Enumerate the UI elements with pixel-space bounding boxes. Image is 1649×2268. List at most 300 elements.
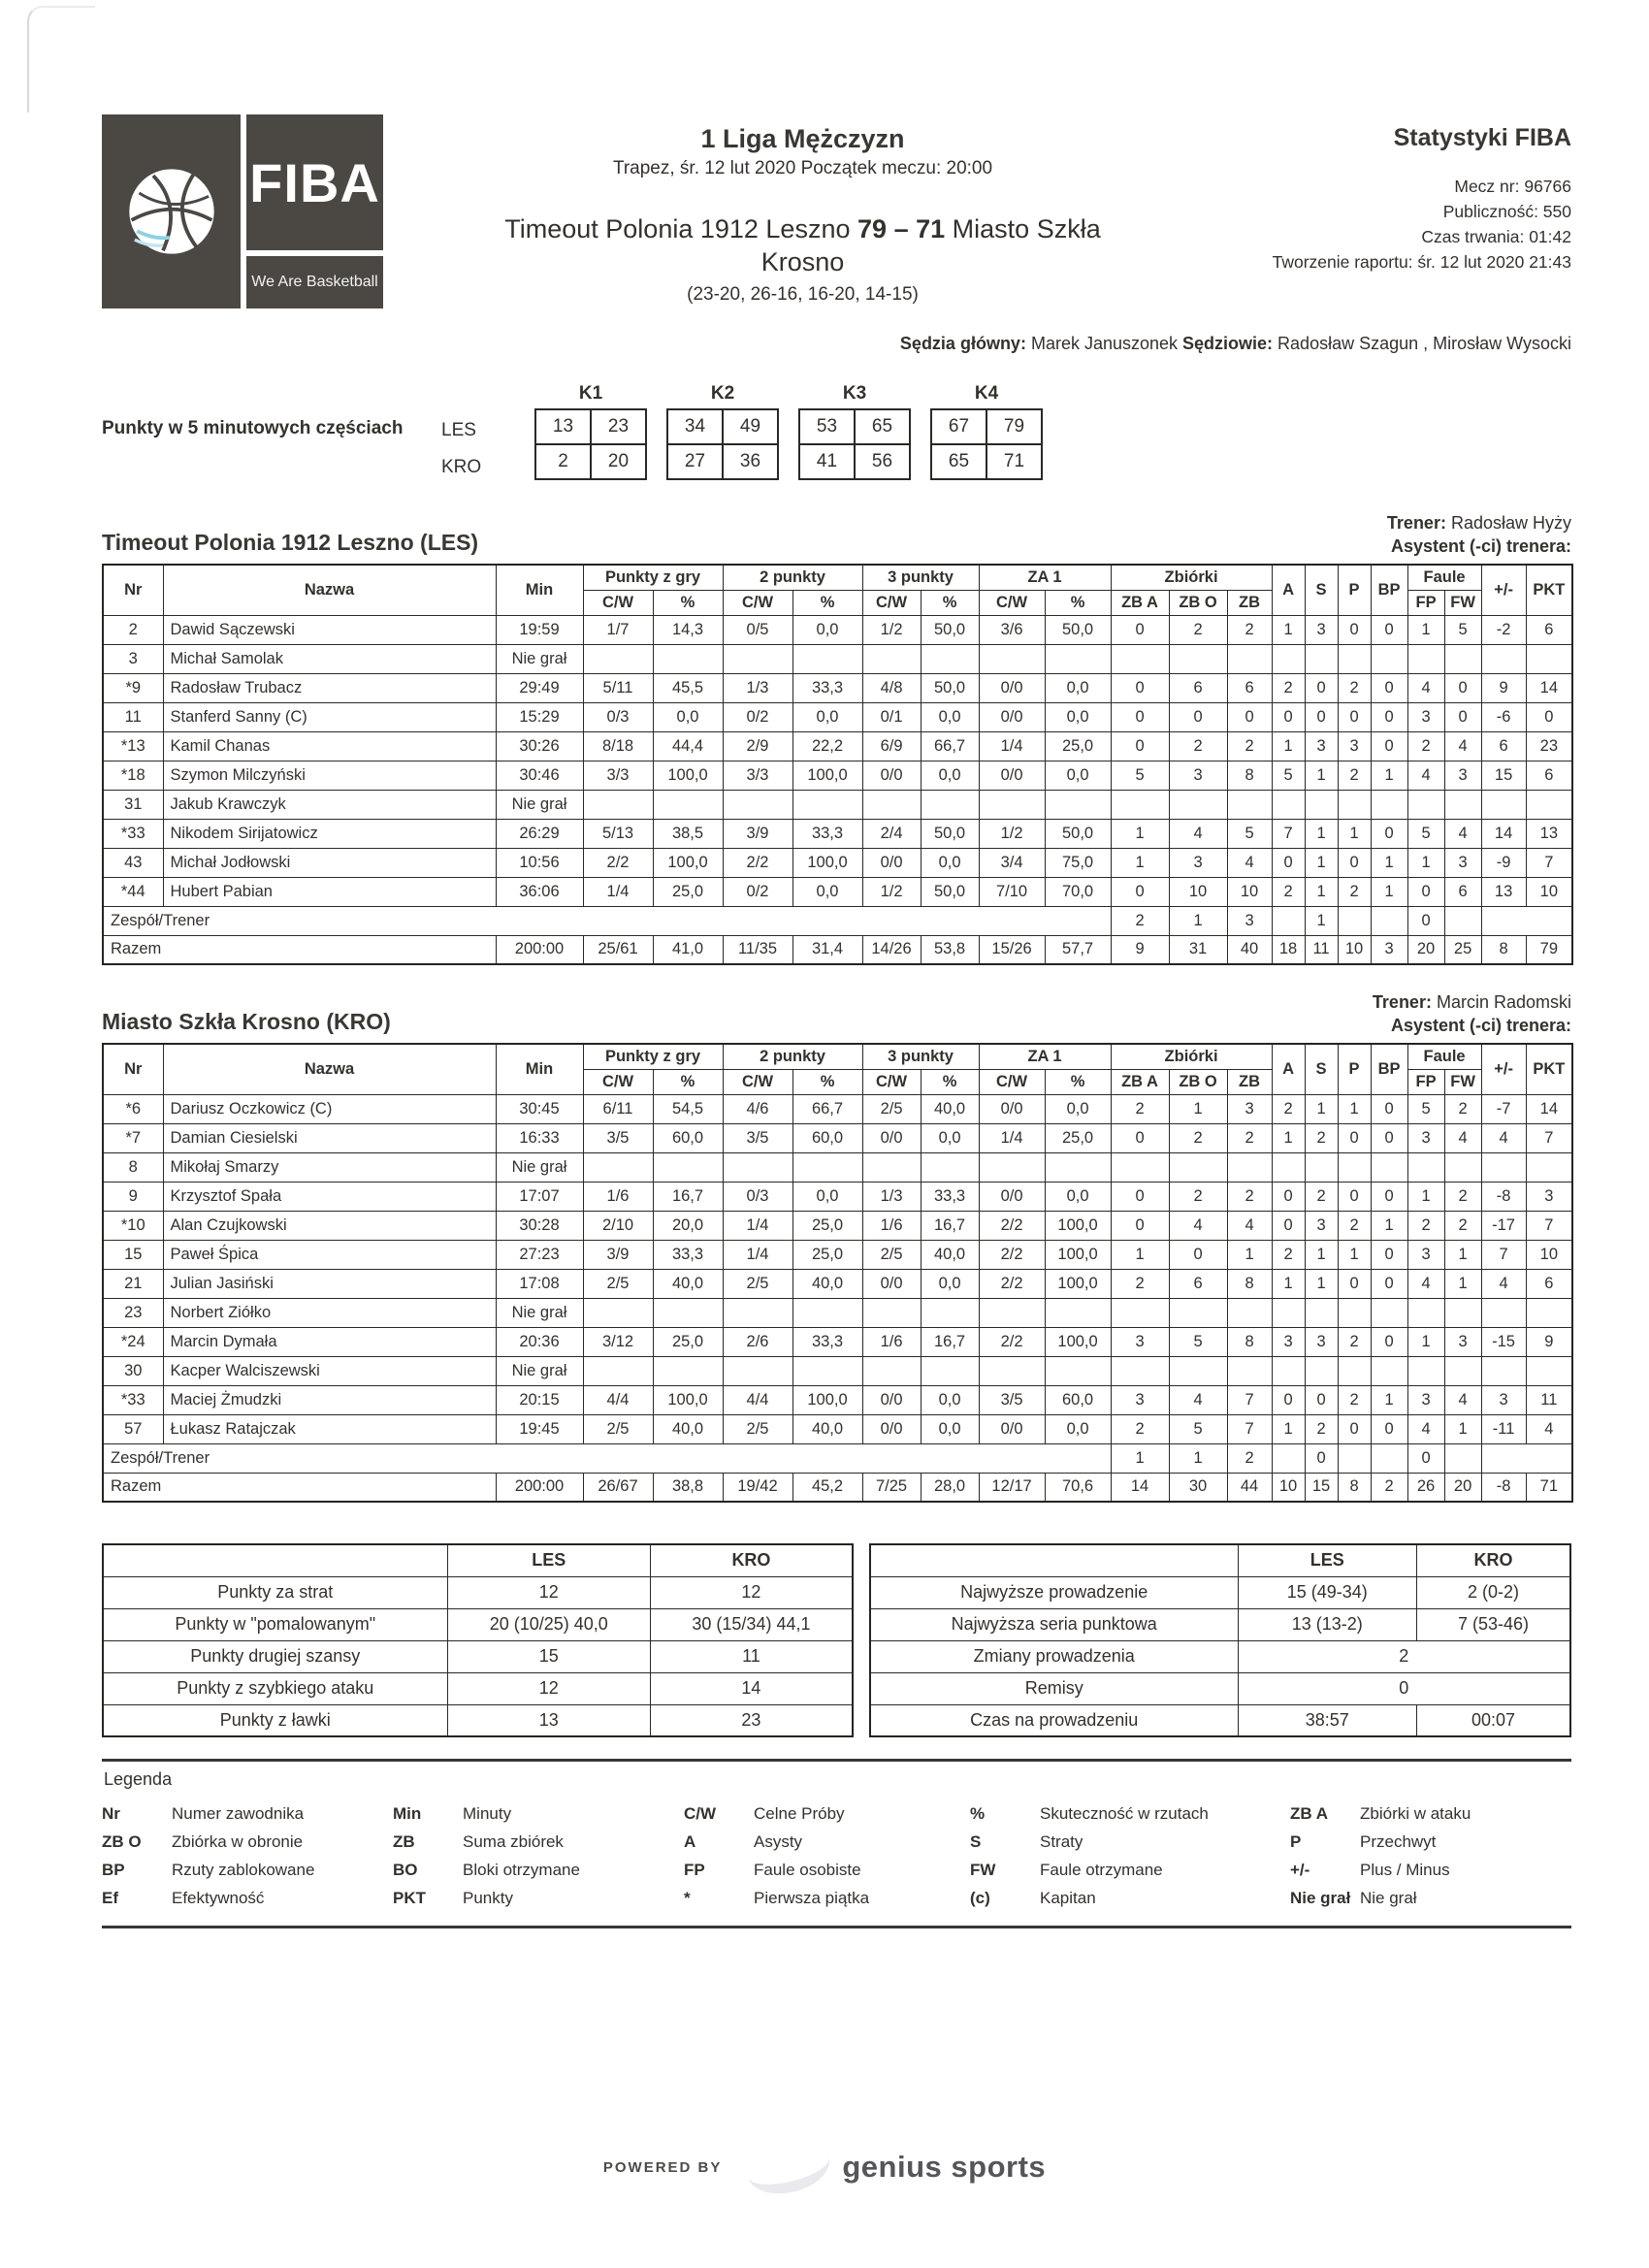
stat-cell — [723, 790, 792, 819]
stat-cell — [1481, 1443, 1572, 1473]
stat-cell: 1 — [1407, 1182, 1444, 1211]
stat-cell: 79 — [1526, 935, 1572, 964]
quarter-box — [534, 383, 647, 480]
stat-cell: 3/4 — [979, 848, 1045, 877]
stat-cell: 3 — [1272, 1327, 1305, 1356]
col-3p-cw: C/W — [862, 590, 921, 615]
legend-item — [970, 1799, 1290, 1828]
col-name: Nazwa — [163, 1044, 496, 1094]
col-fg-pct: % — [653, 1069, 723, 1094]
stat-cell — [1305, 1152, 1338, 1182]
player-row — [103, 1240, 1572, 1269]
stat-cell: 22,2 — [792, 731, 862, 761]
stat-cell: 2/2 — [979, 1240, 1045, 1269]
legend-item — [970, 1856, 1290, 1884]
fiba-logo — [102, 114, 383, 308]
stat-cell: 75,0 — [1045, 848, 1111, 877]
stat-cell: 0/0 — [979, 1182, 1045, 1211]
stat-cell: 30:45 — [496, 1094, 583, 1123]
stat-cell — [1338, 644, 1371, 673]
player-name: Jakub Krawczyk — [163, 790, 496, 819]
assistant-line: Asystent (-ci) trenera: — [1390, 536, 1571, 556]
player-name: Michał Jodłowski — [163, 848, 496, 877]
player-number: 15 — [103, 1240, 163, 1269]
stat-cell: 40,0 — [653, 1414, 723, 1443]
quarter-score-cell: 56 — [855, 444, 910, 479]
stat-cell — [1444, 1443, 1481, 1473]
stat-cell: 1 — [1305, 848, 1338, 877]
legend-item — [684, 1884, 970, 1912]
genius-sports-swoosh-icon — [742, 2132, 835, 2201]
stat-cell: 0,0 — [1045, 761, 1111, 790]
stat-cell: 2/2 — [979, 1269, 1045, 1298]
stat-cell: 2 — [1338, 1211, 1371, 1240]
summary-row — [870, 1608, 1570, 1640]
legend-item — [970, 1828, 1290, 1856]
player-number: 30 — [103, 1356, 163, 1385]
summary-les-header: LES — [447, 1544, 650, 1576]
stat-cell: 8 — [1227, 761, 1272, 790]
stat-cell: 0 — [1111, 1182, 1169, 1211]
stat-cell — [1169, 1298, 1227, 1327]
stat-cell — [1444, 1298, 1481, 1327]
quarter-team-labels — [441, 383, 534, 486]
stat-cell: 16,7 — [921, 1327, 979, 1356]
stat-cell: 1 — [1371, 761, 1407, 790]
stat-cell — [1045, 790, 1111, 819]
col-fg: Punkty z gry — [583, 1044, 723, 1069]
quarter-box — [930, 383, 1043, 480]
stat-cell: 2/5 — [862, 1094, 921, 1123]
stat-cell: 0,0 — [921, 1385, 979, 1414]
stat-cell — [921, 1298, 979, 1327]
stat-cell: 13 — [1481, 877, 1526, 906]
summary-table-left — [102, 1543, 854, 1737]
quarter-score-cell: 41 — [799, 444, 855, 479]
stat-cell: 1/6 — [862, 1327, 921, 1356]
stat-cell: 15 — [1305, 1473, 1338, 1502]
player-number: *10 — [103, 1211, 163, 1240]
stat-cell — [1407, 1356, 1444, 1385]
stat-cell — [1338, 1356, 1371, 1385]
stat-cell: 6 — [1481, 731, 1526, 761]
stat-cell: 2 — [1338, 673, 1371, 702]
summary-label: Czas na prowadzeniu — [870, 1704, 1238, 1736]
stat-cell: 100,0 — [1045, 1269, 1111, 1298]
stat-cell: 2/2 — [723, 848, 792, 877]
stat-cell — [1371, 1443, 1407, 1473]
fiba-wordmark: FIBA — [246, 114, 383, 250]
stat-cell — [1111, 1356, 1169, 1385]
stat-cell — [583, 790, 653, 819]
quarter-score-cell: 53 — [799, 409, 855, 444]
stat-cell: 1 — [1407, 848, 1444, 877]
quarter-score-cell: 13 — [535, 409, 591, 444]
player-number: 57 — [103, 1414, 163, 1443]
stat-cell: 3/9 — [583, 1240, 653, 1269]
quarter-score-cell: 34 — [667, 409, 723, 444]
stat-cell — [1305, 1298, 1338, 1327]
stat-cell: 1/4 — [979, 731, 1045, 761]
legend-desc: Faule otrzymane — [1040, 1861, 1163, 1879]
stat-cell: 0 — [1371, 1269, 1407, 1298]
stat-cell: 1 — [1111, 848, 1169, 877]
legend-term: Nie grał — [1290, 1889, 1351, 1907]
col-blocked: BP — [1371, 1044, 1407, 1094]
stat-cell: 1 — [1227, 1240, 1272, 1269]
stat-cell: 28,0 — [921, 1473, 979, 1502]
legend-desc: Przechwyt — [1360, 1832, 1437, 1851]
stat-cell: -11 — [1481, 1414, 1526, 1443]
legend-desc: Asysty — [754, 1832, 803, 1851]
stat-cell: 4 — [1407, 1269, 1444, 1298]
stat-cell: -8 — [1481, 1473, 1526, 1502]
stat-cell — [653, 790, 723, 819]
stat-cell: 0 — [1111, 615, 1169, 644]
stat-cell: 26:29 — [496, 819, 583, 848]
genius-sports-logo: genius sports — [842, 2150, 1047, 2184]
stat-cell: 66,7 — [792, 1094, 862, 1123]
col-rebounds: Zbiórki — [1111, 1044, 1272, 1069]
stat-cell: 6 — [1444, 877, 1481, 906]
stat-cell: 25,0 — [792, 1211, 862, 1240]
stat-cell: 0,0 — [792, 1182, 862, 1211]
stat-cell: 25,0 — [653, 877, 723, 906]
player-number: *24 — [103, 1327, 163, 1356]
stat-cell — [1272, 1356, 1305, 1385]
legend-term: * — [684, 1889, 691, 1907]
quarter-boxes — [534, 383, 1043, 480]
player-row — [103, 644, 1572, 673]
quarter-score-cell: 49 — [723, 409, 778, 444]
stat-cell: 7 — [1481, 1240, 1526, 1269]
coach-label: Trener: — [1386, 513, 1446, 533]
stat-cell — [1526, 1152, 1572, 1182]
totals-row — [103, 935, 1572, 964]
player-number: 23 — [103, 1298, 163, 1327]
legend-desc: Nie grał — [1360, 1889, 1417, 1907]
legend-item — [684, 1828, 970, 1856]
stat-cell — [862, 1356, 921, 1385]
stat-cell: 20:15 — [496, 1385, 583, 1414]
col-zba: ZB A — [1111, 590, 1169, 615]
stat-cell — [1481, 1356, 1526, 1385]
stat-cell: 3 — [1111, 1327, 1169, 1356]
stat-cell: 2 — [1338, 877, 1371, 906]
stat-cell: 2 — [1111, 1414, 1169, 1443]
stat-cell: 16,7 — [653, 1182, 723, 1211]
stat-cell — [1407, 644, 1444, 673]
stat-cell — [723, 1298, 792, 1327]
stat-cell: Nie grał — [496, 644, 583, 673]
stat-cell: 5 — [1111, 761, 1169, 790]
summary-row — [103, 1608, 853, 1640]
stat-cell: 6 — [1169, 1269, 1227, 1298]
col-2p-pct: % — [792, 590, 862, 615]
stat-cell: 1 — [1338, 1094, 1371, 1123]
stat-cell: 14 — [1481, 819, 1526, 848]
player-name: Damian Ciesielski — [163, 1123, 496, 1152]
stat-cell: 2 — [1407, 1211, 1444, 1240]
quarter-period-label: K3 — [842, 383, 867, 404]
powered-by-label: POWERED BY — [602, 2158, 723, 2176]
player-number: 21 — [103, 1269, 163, 1298]
stat-cell: 8 — [1338, 1473, 1371, 1502]
stat-cell: 9 — [1526, 1327, 1572, 1356]
stat-cell: 30:26 — [496, 731, 583, 761]
stat-cell — [1272, 906, 1305, 935]
player-number: *33 — [103, 1385, 163, 1414]
stat-cell: 20 — [1444, 1473, 1481, 1502]
stat-cell: 1 — [1338, 819, 1371, 848]
legend-term: Ef — [102, 1889, 118, 1907]
summary-label: Najwyższa seria punktowa — [870, 1608, 1238, 1640]
col-zb: ZB — [1227, 1069, 1272, 1094]
stat-cell: 2 — [1407, 731, 1444, 761]
col-fg-cw: C/W — [583, 1069, 653, 1094]
col-2p-cw: C/W — [723, 1069, 792, 1094]
legend-desc: Kapitan — [1040, 1889, 1096, 1907]
stat-cell: 3 — [1371, 935, 1407, 964]
player-number: *6 — [103, 1094, 163, 1123]
stat-cell — [723, 1152, 792, 1182]
quarter-score-cell: 20 — [591, 444, 646, 479]
stat-cell: 0/0 — [862, 1414, 921, 1443]
legend-item — [1290, 1884, 1571, 1912]
player-name: Marcin Dymała — [163, 1327, 496, 1356]
col-2p-pct: % — [792, 1069, 862, 1094]
stat-cell: 10 — [1338, 935, 1371, 964]
legend-desc: Numer zawodnika — [172, 1804, 305, 1823]
stat-cell: 1 — [1272, 731, 1305, 761]
player-row — [103, 1269, 1572, 1298]
stat-cell: 17:08 — [496, 1269, 583, 1298]
stat-cell: 1 — [1371, 877, 1407, 906]
player-name: Krzysztof Spała — [163, 1182, 496, 1211]
box-score-table-home — [102, 564, 1573, 965]
stat-cell: 66,7 — [921, 731, 979, 761]
stat-cell: -8 — [1481, 1182, 1526, 1211]
legend-item — [102, 1884, 393, 1912]
quarter-period-label: K2 — [710, 383, 735, 404]
stat-cell: 4/4 — [583, 1385, 653, 1414]
legend-desc: Celne Próby — [754, 1804, 845, 1823]
stat-cell: 0 — [1272, 848, 1305, 877]
stat-cell: 1 — [1305, 761, 1338, 790]
stat-cell: 2/10 — [583, 1211, 653, 1240]
stat-cell: 2 — [1227, 1123, 1272, 1152]
summary-value-kro: 11 — [650, 1640, 852, 1672]
legend-column — [684, 1799, 970, 1912]
col-fg-cw: C/W — [583, 590, 653, 615]
stat-cell: 100,0 — [653, 848, 723, 877]
stat-cell: 25,0 — [653, 1327, 723, 1356]
stat-cell — [583, 1152, 653, 1182]
legend-grid — [102, 1799, 1571, 1912]
assistant-line: Asystent (-ci) trenera: — [1390, 1016, 1571, 1035]
col-fouls: Faule — [1407, 1044, 1481, 1069]
col-min: Min — [496, 1044, 583, 1094]
stat-cell: 60,0 — [1045, 1385, 1111, 1414]
col-ft-cw: C/W — [979, 1069, 1045, 1094]
quarter-score-cell: 65 — [855, 409, 910, 444]
stat-cell: 4 — [1444, 731, 1481, 761]
legend-term: FW — [970, 1861, 996, 1879]
row-label: Razem — [103, 1473, 496, 1502]
report-title: Statystyki FIBA — [1393, 124, 1571, 151]
stat-cell: 3 — [1444, 848, 1481, 877]
stat-cell: 2 — [1338, 1327, 1371, 1356]
stat-cell: 2 — [1272, 673, 1305, 702]
stat-cell — [1305, 1356, 1338, 1385]
stat-cell — [1227, 1152, 1272, 1182]
stat-cell — [921, 1152, 979, 1182]
col-rebounds: Zbiórki — [1111, 565, 1272, 590]
summary-row — [103, 1672, 853, 1704]
team-bench-row — [103, 1443, 1572, 1473]
stat-cell: 1/4 — [979, 1123, 1045, 1152]
stat-cell — [723, 644, 792, 673]
legend-column — [1290, 1799, 1571, 1912]
summary-label: Punkty za strat — [103, 1576, 447, 1608]
stat-cell — [1526, 1298, 1572, 1327]
legend-desc: Minuty — [463, 1804, 512, 1823]
legend-desc: Zbiórki w ataku — [1360, 1804, 1471, 1823]
stat-cell: 54,5 — [653, 1094, 723, 1123]
stat-cell: 11 — [1305, 935, 1338, 964]
legend-term: BP — [102, 1861, 125, 1879]
stat-cell: 0 — [1338, 1269, 1371, 1298]
stat-cell: 4/4 — [723, 1385, 792, 1414]
stat-cell: 70,0 — [1045, 877, 1111, 906]
player-number: 3 — [103, 644, 163, 673]
quarter-score-table — [666, 408, 779, 480]
summary-value-les: 20 (10/25) 40,0 — [447, 1608, 650, 1640]
stat-cell: 0 — [1111, 673, 1169, 702]
stat-cell — [653, 644, 723, 673]
stat-cell: 3 — [1338, 731, 1371, 761]
legend-term: ZB O — [102, 1832, 142, 1851]
stat-cell: 31,4 — [792, 935, 862, 964]
stat-cell: 3 — [1407, 1123, 1444, 1152]
legend-term: FP — [684, 1861, 705, 1879]
stat-cell: 15 — [1481, 761, 1526, 790]
stat-cell: 1 — [1305, 1240, 1338, 1269]
stat-cell: 3 — [1444, 761, 1481, 790]
attendance: Publiczność: 550 — [1442, 202, 1571, 221]
stat-cell — [862, 1298, 921, 1327]
legend-desc: Straty — [1040, 1832, 1083, 1851]
stat-cell: 0 — [1338, 615, 1371, 644]
stat-cell: 3 — [1227, 1094, 1272, 1123]
legend-desc: Pierwsza piątka — [754, 1889, 870, 1907]
stat-cell: 100,0 — [792, 761, 862, 790]
stat-cell: 1 — [1111, 819, 1169, 848]
summary-value-les: 15 (49-34) — [1238, 1576, 1416, 1608]
fiba-tagline: We Are Basketball — [246, 256, 383, 308]
stat-cell: 3/6 — [979, 615, 1045, 644]
stat-cell: 3 — [1305, 1327, 1338, 1356]
stat-cell — [1526, 790, 1572, 819]
stat-cell: 10 — [1526, 877, 1572, 906]
stat-cell: 0 — [1407, 1443, 1444, 1473]
stat-cell: 1 — [1272, 1414, 1305, 1443]
stat-cell — [1272, 790, 1305, 819]
legend-term: +/- — [1290, 1861, 1310, 1879]
player-row — [103, 1414, 1572, 1443]
legend-desc: Efektywność — [172, 1889, 265, 1907]
home-score: 79 — [857, 214, 888, 243]
header-right — [1222, 114, 1571, 275]
summary-value: 2 — [1238, 1640, 1570, 1672]
quarter-scores-section — [102, 383, 1571, 486]
stat-cell: 0,0 — [653, 702, 723, 731]
stat-cell: 40,0 — [653, 1269, 723, 1298]
stat-cell: 4 — [1444, 1123, 1481, 1152]
stat-cell: 3 — [1407, 1385, 1444, 1414]
col-2p: 2 punkty — [723, 565, 862, 590]
stat-cell — [723, 1356, 792, 1385]
stat-cell: 1/2 — [862, 615, 921, 644]
stat-cell: 100,0 — [1045, 1211, 1111, 1240]
stat-cell: 10 — [1169, 877, 1227, 906]
player-name: Alan Czujkowski — [163, 1211, 496, 1240]
stat-cell: 40,0 — [792, 1269, 862, 1298]
player-name: Michał Samolak — [163, 644, 496, 673]
player-name: Norbert Ziółko — [163, 1298, 496, 1327]
stat-cell: 2/5 — [583, 1269, 653, 1298]
legend-term: Nr — [102, 1804, 120, 1823]
scan-corner-artifact — [27, 6, 95, 113]
summary-label: Punkty z ławki — [103, 1704, 447, 1736]
stat-cell: 40,0 — [921, 1240, 979, 1269]
stat-cell: 2 — [1169, 731, 1227, 761]
stat-cell: 2 — [1169, 1182, 1227, 1211]
team-section-header — [102, 511, 1571, 558]
summary-value-kro: 00:07 — [1416, 1704, 1570, 1736]
col-3p-cw: C/W — [862, 1069, 921, 1094]
stat-cell: 50,0 — [1045, 615, 1111, 644]
stat-cell — [1305, 790, 1338, 819]
stat-cell: 60,0 — [792, 1123, 862, 1152]
stat-cell: 0,0 — [1045, 1094, 1111, 1123]
stat-cell: 0 — [1371, 1327, 1407, 1356]
stat-cell — [1169, 644, 1227, 673]
col-points: PKT — [1526, 565, 1572, 615]
legend-top-rule — [102, 1759, 1571, 1762]
coach-line — [1373, 990, 1571, 1014]
team-table-body-1 — [103, 1094, 1572, 1502]
stat-cell: 15:29 — [496, 702, 583, 731]
stat-cell: 3 — [1407, 1240, 1444, 1269]
stat-cell: 1/3 — [862, 1182, 921, 1211]
stat-cell — [979, 1298, 1045, 1327]
legend-desc: Faule osobiste — [754, 1861, 861, 1879]
stat-cell: 1 — [1169, 906, 1227, 935]
player-name: Łukasz Ratajczak — [163, 1414, 496, 1443]
stat-cell: 0,0 — [792, 877, 862, 906]
legend-desc: Bloki otrzymane — [463, 1861, 580, 1879]
stat-cell: 1/4 — [723, 1240, 792, 1269]
summary-value-kro: 2 (0-2) — [1416, 1576, 1570, 1608]
stat-cell: 4 — [1407, 1414, 1444, 1443]
stat-cell — [792, 1298, 862, 1327]
away-score: 71 — [916, 214, 946, 243]
stat-cell: 10 — [1526, 1240, 1572, 1269]
stat-cell: 0 — [1305, 1443, 1338, 1473]
stat-cell: 0 — [1371, 1414, 1407, 1443]
officials-line — [102, 334, 1571, 354]
